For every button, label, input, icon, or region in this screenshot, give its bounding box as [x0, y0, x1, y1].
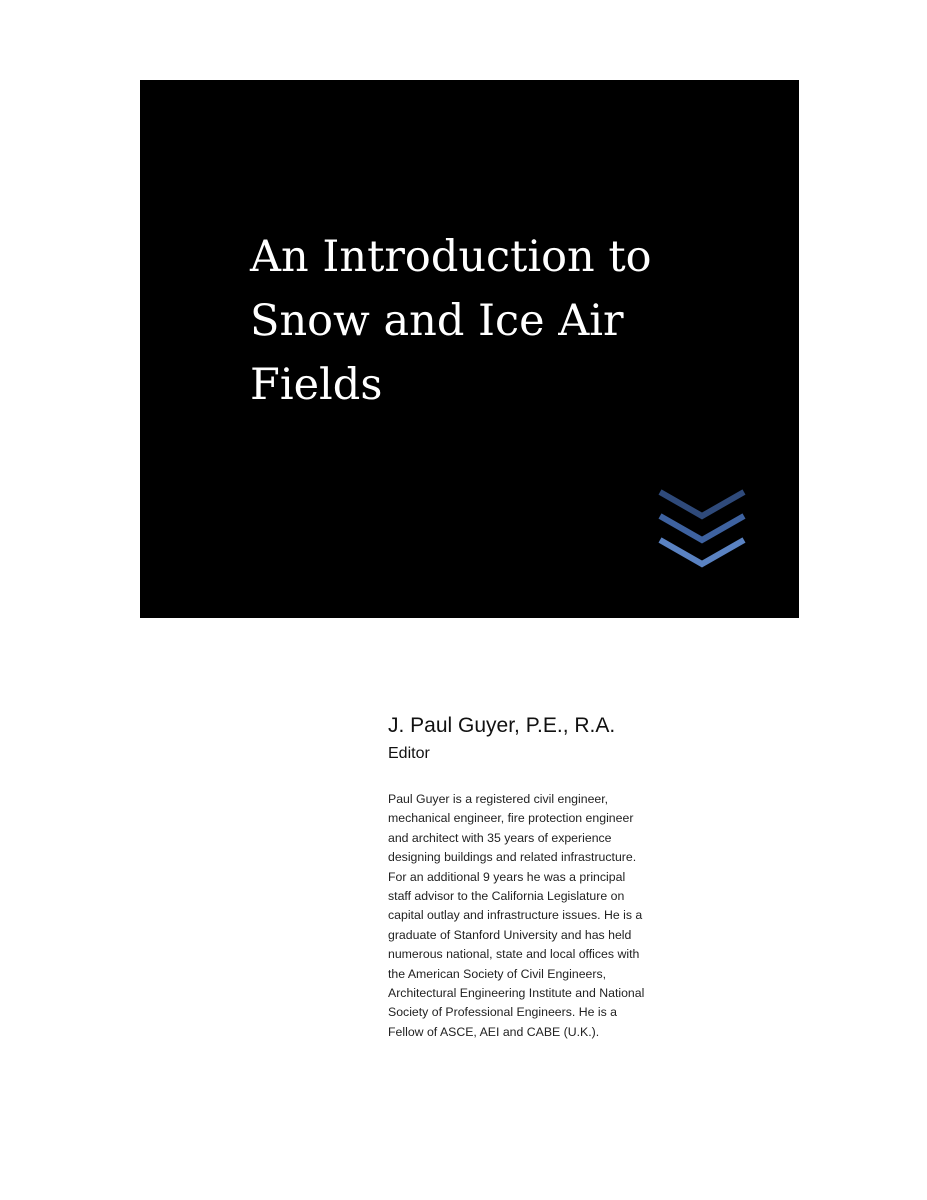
book-title-line: Fields: [250, 360, 383, 410]
bio-line: graduate of Stanford University and has held: [388, 927, 632, 942]
book-title: [250, 225, 770, 417]
bio-line: Architectural Engineering Institute and National: [388, 986, 645, 1001]
book-title-line: An Introduction to: [250, 232, 652, 282]
bio-line: capital outlay and infrastructure issues. He is a: [388, 908, 643, 923]
bio-line: Fellow of ASCE, AEI and CABE (U.K.).: [388, 1024, 600, 1039]
chevron-top: [660, 492, 744, 516]
bio-line: numerous national, state and local offices with: [388, 947, 640, 962]
book-title-line: Snow and Ice Air: [250, 296, 624, 346]
chevron-middle: [660, 516, 744, 540]
bio-line: mechanical engineer, fire protection engineer: [388, 811, 634, 826]
bio-line: the American Society of Civil Engineers,: [388, 966, 607, 981]
author-role: Editor: [388, 745, 430, 762]
bio-line: and architect with 35 years of experience: [388, 830, 612, 845]
bio-line: For an additional 9 years he was a principal: [388, 869, 626, 884]
bio-line: Society of Professional Engineers. He is a: [388, 1005, 617, 1020]
author-bio: [388, 790, 768, 1042]
author-name: J. Paul Guyer, P.E., R.A.: [388, 714, 616, 737]
triple-chevron-down-icon: [656, 486, 748, 572]
author-block: [388, 712, 808, 764]
bio-line: Paul Guyer is a registered civil engineer,: [388, 792, 609, 806]
chevron-bottom: [660, 540, 744, 564]
bio-line: designing buildings and related infrastructure.: [388, 850, 637, 865]
cover-panel: [140, 80, 799, 618]
bio-line: staff advisor to the California Legislature on: [388, 889, 625, 904]
